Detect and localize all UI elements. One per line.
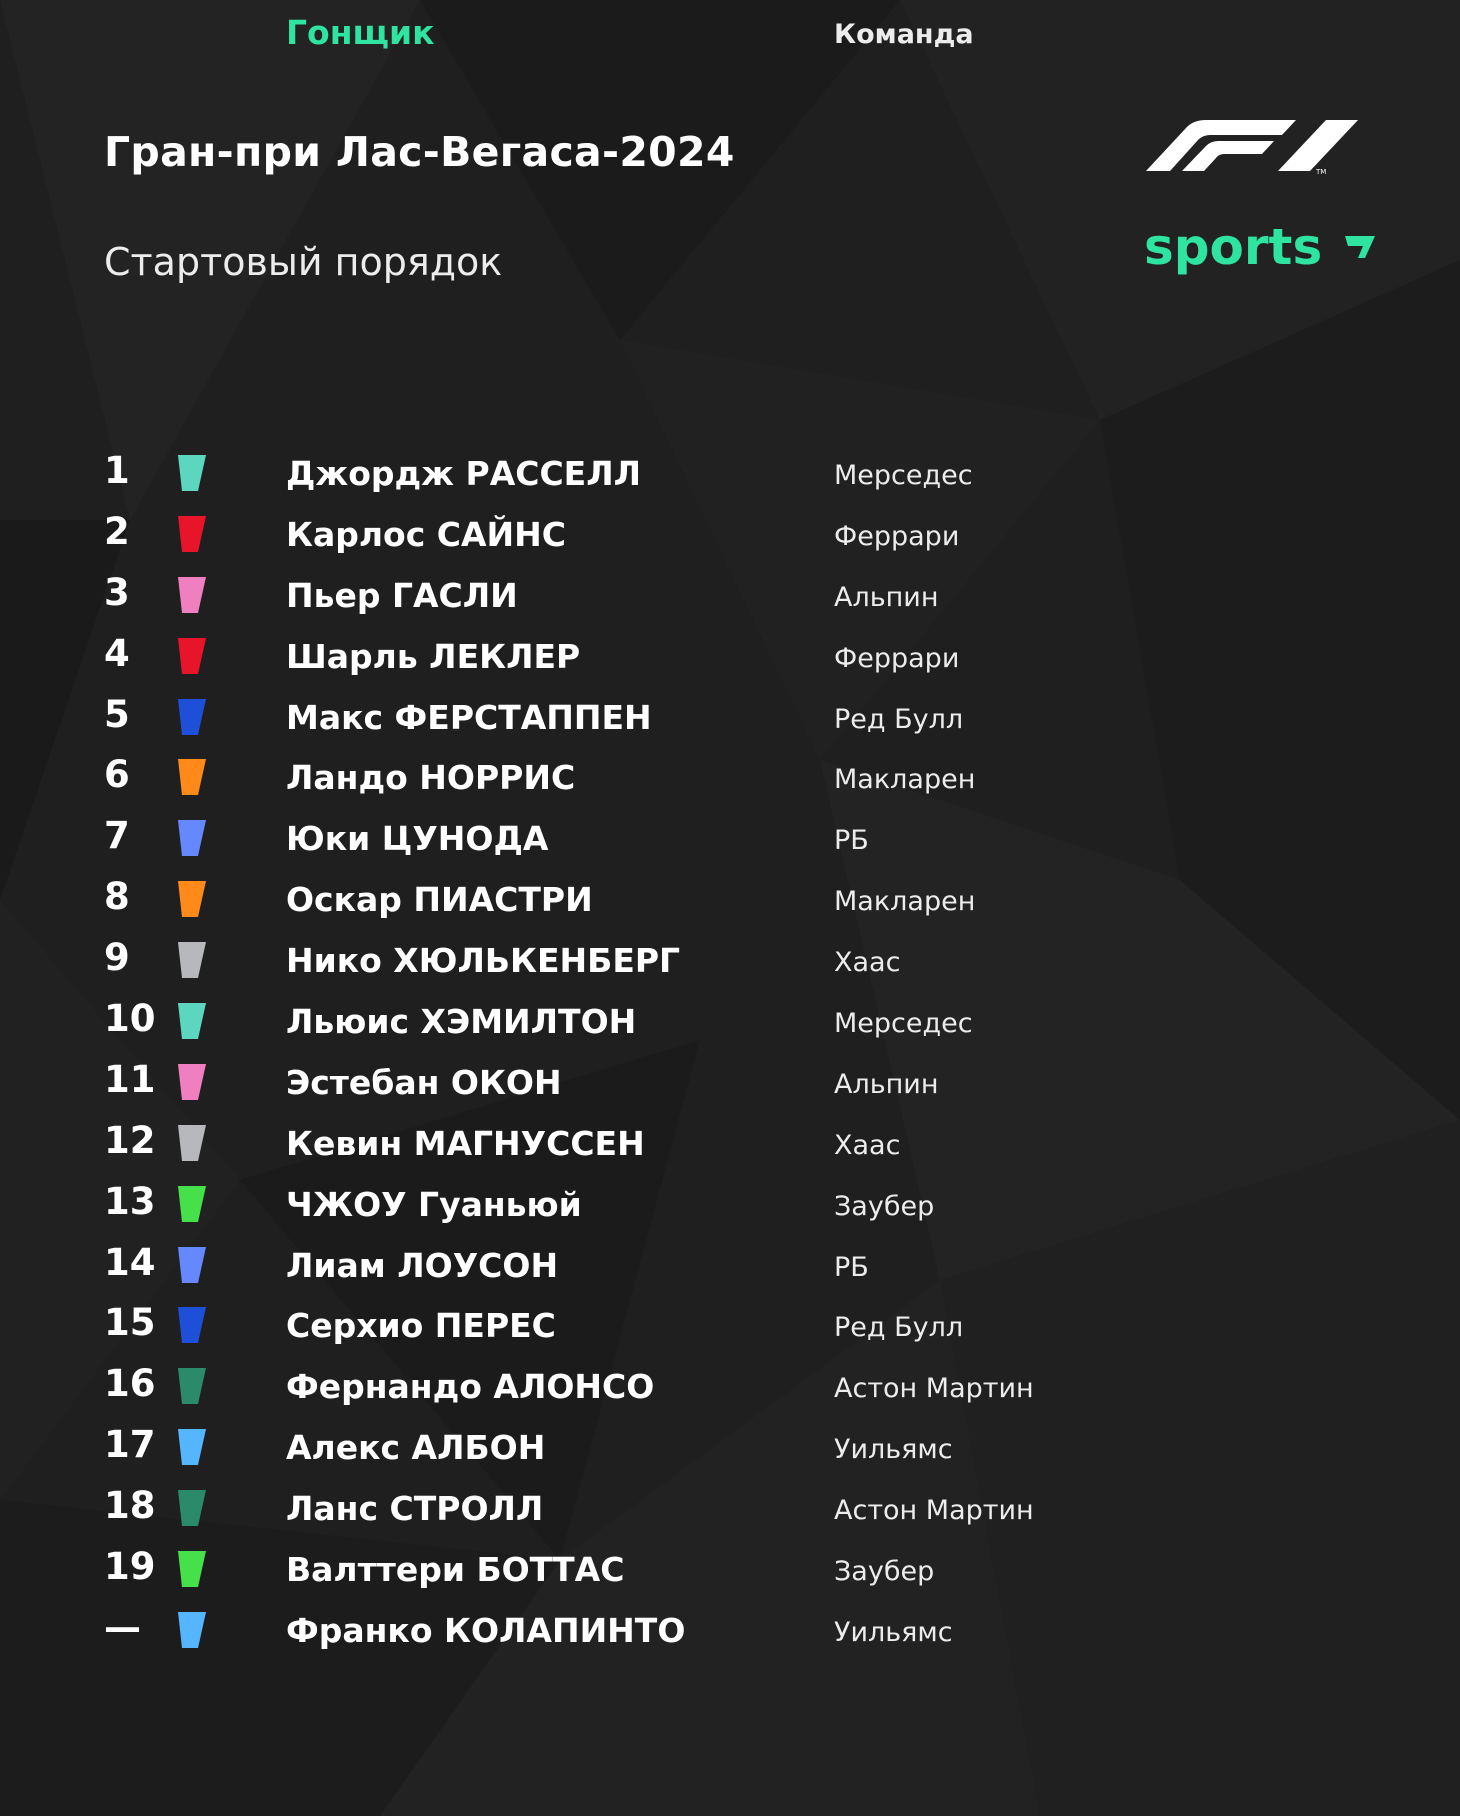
team-name: Хаас (834, 947, 901, 979)
grid-row (0, 1172, 1460, 1233)
column-header-team: Команда (834, 19, 974, 50)
driver-name: Алекс АЛБОН (286, 1428, 546, 1468)
grid-row (0, 745, 1460, 806)
driver-name: Ландо НОРРИС (286, 758, 576, 798)
svg-text:sports: sports (1144, 222, 1323, 276)
grid-position: 10 (104, 997, 156, 1041)
driver-name: Кевин МАГНУССЕН (286, 1123, 645, 1163)
driver-name: Эстебан ОКОН (286, 1062, 562, 1102)
team-name: Уильямс (834, 1616, 953, 1648)
driver-name: Льюис ХЭМИЛТОН (286, 1002, 637, 1042)
svg-text:TM: TM (1316, 168, 1327, 176)
grid-row (0, 1476, 1460, 1537)
team-color-mark (178, 1003, 206, 1039)
sports-logo (1144, 222, 1376, 294)
team-name: Альпин (834, 1068, 939, 1100)
team-name: Феррари (834, 520, 960, 552)
driver-name: Карлос САЙНС (286, 514, 566, 554)
driver-name: Оскар ПИАСТРИ (286, 880, 593, 920)
team-name: Альпин (834, 581, 939, 613)
team-color-mark (178, 881, 206, 917)
team-name: Феррари (834, 642, 960, 674)
team-name: Ред Булл (834, 703, 964, 735)
driver-name: Ланс СТРОЛЛ (286, 1489, 544, 1529)
grid-row (0, 1111, 1460, 1172)
grid-position: 11 (104, 1057, 156, 1101)
grid-row (0, 624, 1460, 685)
grid-row (0, 1354, 1460, 1415)
team-color-mark (178, 577, 206, 613)
grid-position: 1 (104, 449, 130, 492)
grid-row (0, 441, 1460, 502)
grid-row (0, 563, 1460, 624)
team-color-mark (178, 1612, 206, 1648)
team-color-mark (178, 1186, 206, 1222)
team-color-mark (178, 820, 206, 856)
grid-position: 3 (104, 570, 130, 614)
team-color-mark (178, 1125, 206, 1161)
team-color-mark (178, 1064, 206, 1100)
grid-position: 12 (104, 1118, 156, 1162)
grid-row (0, 1050, 1460, 1111)
grid-row (0, 1293, 1460, 1354)
grid-position: 5 (104, 692, 130, 736)
starting-grid-list (0, 441, 1460, 1659)
grid-position: 14 (104, 1240, 156, 1284)
grid-position: 8 (104, 875, 130, 919)
team-color-mark (178, 516, 206, 552)
grid-position: 2 (104, 509, 130, 553)
team-name: РБ (834, 1251, 869, 1283)
driver-name: Лиам ЛОУСОН (286, 1245, 559, 1285)
driver-name: Пьер ГАСЛИ (286, 575, 518, 615)
team-name: Уильямс (834, 1434, 953, 1466)
team-name: РБ (834, 825, 869, 857)
grid-row (0, 989, 1460, 1050)
team-name: Мерседес (834, 1008, 973, 1040)
driver-name: Серхио ПЕРЕС (286, 1306, 556, 1346)
driver-name: Макс ФЕРСТАППЕН (286, 697, 652, 737)
driver-name: Фернандо АЛОНСО (286, 1367, 655, 1407)
team-name: Ред Булл (834, 1312, 964, 1344)
driver-name: Валттери БОТТАС (286, 1550, 625, 1590)
grid-position: — (104, 1605, 141, 1649)
grid-position: 15 (104, 1301, 156, 1345)
grid-position: 19 (104, 1545, 156, 1589)
team-color-mark (178, 1551, 206, 1587)
team-color-mark (178, 455, 206, 491)
team-color-mark (178, 1307, 206, 1343)
team-name: Макларен (834, 886, 976, 918)
page-title: Гран-при Лас-Вегаса-2024 (104, 128, 735, 176)
team-name: Астон Мартин (834, 1373, 1034, 1405)
grid-row (0, 1537, 1460, 1598)
grid-row (0, 867, 1460, 928)
team-name: Заубер (834, 1556, 935, 1588)
grid-row (0, 806, 1460, 867)
driver-name: Шарль ЛЕКЛЕР (286, 636, 581, 676)
driver-name: Джордж РАССЕЛЛ (286, 454, 642, 493)
grid-row (0, 685, 1460, 746)
team-color-mark (178, 638, 206, 674)
grid-position: 16 (104, 1362, 156, 1406)
grid-position: 6 (104, 753, 130, 797)
team-color-mark (178, 1490, 206, 1526)
team-name: Астон Мартин (834, 1495, 1034, 1527)
driver-name: Нико ХЮЛЬКЕНБЕРГ (286, 941, 681, 981)
driver-name: Франко КОЛАПИНТО (286, 1610, 686, 1650)
grid-position: 9 (104, 936, 130, 980)
team-color-mark (178, 1429, 206, 1465)
grid-row (0, 1233, 1460, 1294)
page-subtitle: Стартовый порядок (104, 240, 503, 284)
team-name: Хаас (834, 1129, 901, 1161)
team-name: Мерседес (834, 460, 973, 491)
team-color-mark (178, 1368, 206, 1404)
team-color-mark (178, 942, 206, 978)
driver-name: Юки ЦУНОДА (286, 819, 549, 859)
grid-position: 13 (104, 1179, 156, 1223)
grid-row (0, 502, 1460, 563)
team-name: Макларен (834, 764, 976, 796)
team-name: Заубер (834, 1190, 935, 1222)
grid-row (0, 1415, 1460, 1476)
f1-logo (1146, 118, 1358, 176)
grid-position: 7 (104, 814, 130, 858)
grid-position: 18 (104, 1484, 156, 1528)
grid-position: 17 (104, 1423, 156, 1467)
team-color-mark (178, 699, 206, 735)
team-color-mark (178, 1247, 206, 1283)
column-header-driver: Гонщик (286, 13, 435, 52)
grid-row (0, 1598, 1460, 1659)
grid-row (0, 928, 1460, 989)
driver-name: ЧЖОУ Гуаньюй (286, 1184, 582, 1224)
team-color-mark (178, 759, 206, 795)
grid-position: 4 (104, 631, 130, 675)
